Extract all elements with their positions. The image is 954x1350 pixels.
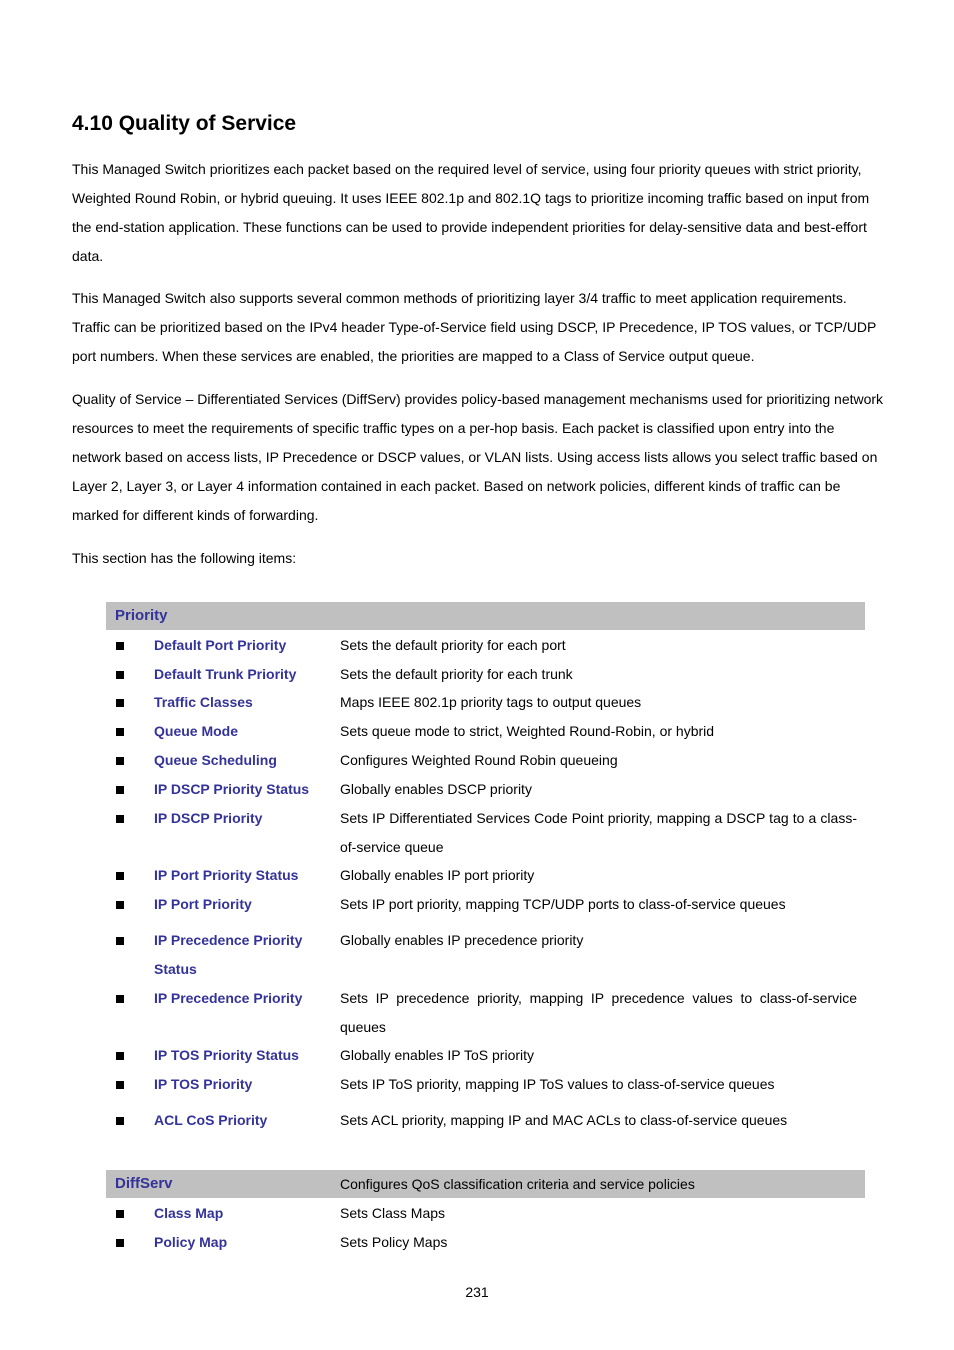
square-bullet-icon (116, 901, 124, 909)
page-number: 231 (465, 1284, 489, 1300)
item-description: Configures Weighted Round Robin queueing (340, 752, 618, 768)
item-description: Sets Policy Maps (340, 1234, 448, 1250)
item-link[interactable]: IP TOS Priority Status (154, 1047, 299, 1063)
square-bullet-icon (116, 815, 124, 823)
square-bullet-icon (116, 699, 124, 707)
priority-section-title[interactable]: Priority (115, 607, 168, 624)
item-description: Sets ACL priority, mapping IP and MAC ACLs to class-of-service queues (340, 1112, 788, 1128)
item-description: Globally enables IP port priority (340, 867, 535, 883)
square-bullet-icon (116, 872, 124, 880)
item-description: Sets IP ToS priority, mapping IP ToS values to class-of-service queues (340, 1076, 775, 1092)
diffserv-section-header (106, 1170, 865, 1198)
priority-section-header (106, 602, 865, 630)
item-description: Sets the default priority for each port (340, 637, 566, 653)
item-link[interactable]: IP DSCP Priority Status (154, 781, 310, 797)
priority-section (106, 602, 865, 1128)
square-bullet-icon (116, 937, 124, 945)
diffserv-section-title[interactable]: DiffServ (115, 1175, 173, 1192)
item-link[interactable]: Queue Scheduling (154, 752, 277, 768)
item-description: Sets queue mode to strict, Weighted Round-Robin, or hybrid (340, 723, 715, 739)
square-bullet-icon (116, 1210, 124, 1218)
diffserv-section (106, 1170, 865, 1250)
item-link[interactable]: Queue Mode (154, 723, 239, 739)
square-bullet-icon (116, 671, 124, 679)
diffserv-paragraph: Quality of Service – Differentiated Services (DiffServ) provides policy-based management mechanisms used for prioritizing network resources to meet the requirements of specific traffic types on a per-hop basis. Each packet is classified upon entry into the network based on access lists, IP Precedence or DSCP values, or VLAN lists. Using access lists allows you select traffic based on Layer 2, Layer 3, or Layer 4 information contained in each packet. Based on network policies, different kinds of traffic can be marked for different kinds of forwarding. (72, 391, 884, 523)
item-description: Globally enables IP ToS priority (340, 1047, 535, 1063)
item-link[interactable]: Default Trunk Priority (154, 666, 297, 682)
intro-paragraph: This Managed Switch prioritizes each packet based on the required level of service, using four priority queues with strict priority, Weighted Round Robin, or hybrid queuing. It uses IEEE 802.1p and 802.1Q tags to prioritize incoming traffic based on input from the end-station application. These functions can be used to provide independent priorities for delay-sensitive data and best-effort data. (72, 161, 870, 264)
square-bullet-icon (116, 642, 124, 650)
page-title: 4.10 Quality of Service (72, 112, 297, 135)
square-bullet-icon (116, 1081, 124, 1089)
item-link[interactable]: IP TOS Priority (154, 1076, 253, 1092)
item-link[interactable]: Default Port Priority (154, 637, 287, 653)
item-description: Sets Class Maps (340, 1205, 446, 1221)
diffserv-section-description: Configures QoS classification criteria and service policies (340, 1176, 695, 1192)
item-description: Sets IP precedence priority, mapping IP precedence values to class-of-service queues (340, 990, 857, 1035)
square-bullet-icon (116, 757, 124, 765)
section-items-intro: This section has the following items: (72, 550, 297, 566)
item-link[interactable]: IP Precedence Priority Status (154, 932, 303, 977)
item-description: Globally enables DSCP priority (340, 781, 532, 797)
layer34-paragraph: This Managed Switch also supports several common methods of prioritizing layer 3/4 traffic to meet application requirements. Traffic can be prioritized based on the IPv4 header Type-of-Service field using DSCP, IP Precedence, IP TOS values, or TCP/UDP port numbers. When these services are enabled, the priorities are mapped to a Class of Service output queue. (72, 290, 877, 364)
item-link[interactable]: IP Port Priority (154, 896, 252, 912)
item-link[interactable]: Policy Map (154, 1234, 228, 1250)
item-description: Maps IEEE 802.1p priority tags to output queues (340, 694, 642, 710)
square-bullet-icon (116, 995, 124, 1003)
square-bullet-icon (116, 728, 124, 736)
item-description: Sets IP port priority, mapping TCP/UDP ports to class-of-service queues (340, 896, 786, 912)
item-link[interactable]: ACL CoS Priority (154, 1112, 268, 1128)
item-link[interactable]: IP Precedence Priority (154, 990, 303, 1006)
item-description: Sets IP Differentiated Services Code Point priority, mapping a DSCP tag to a class-of-service queue (340, 810, 857, 855)
item-link[interactable]: IP Port Priority Status (154, 867, 299, 883)
item-description: Sets the default priority for each trunk (340, 666, 573, 682)
square-bullet-icon (116, 786, 124, 794)
item-link[interactable]: IP DSCP Priority (154, 810, 263, 826)
item-link[interactable]: Class Map (154, 1205, 224, 1221)
item-description: Globally enables IP precedence priority (340, 932, 584, 948)
square-bullet-icon (116, 1239, 124, 1247)
square-bullet-icon (116, 1052, 124, 1060)
square-bullet-icon (116, 1117, 124, 1125)
item-link[interactable]: Traffic Classes (154, 694, 253, 710)
